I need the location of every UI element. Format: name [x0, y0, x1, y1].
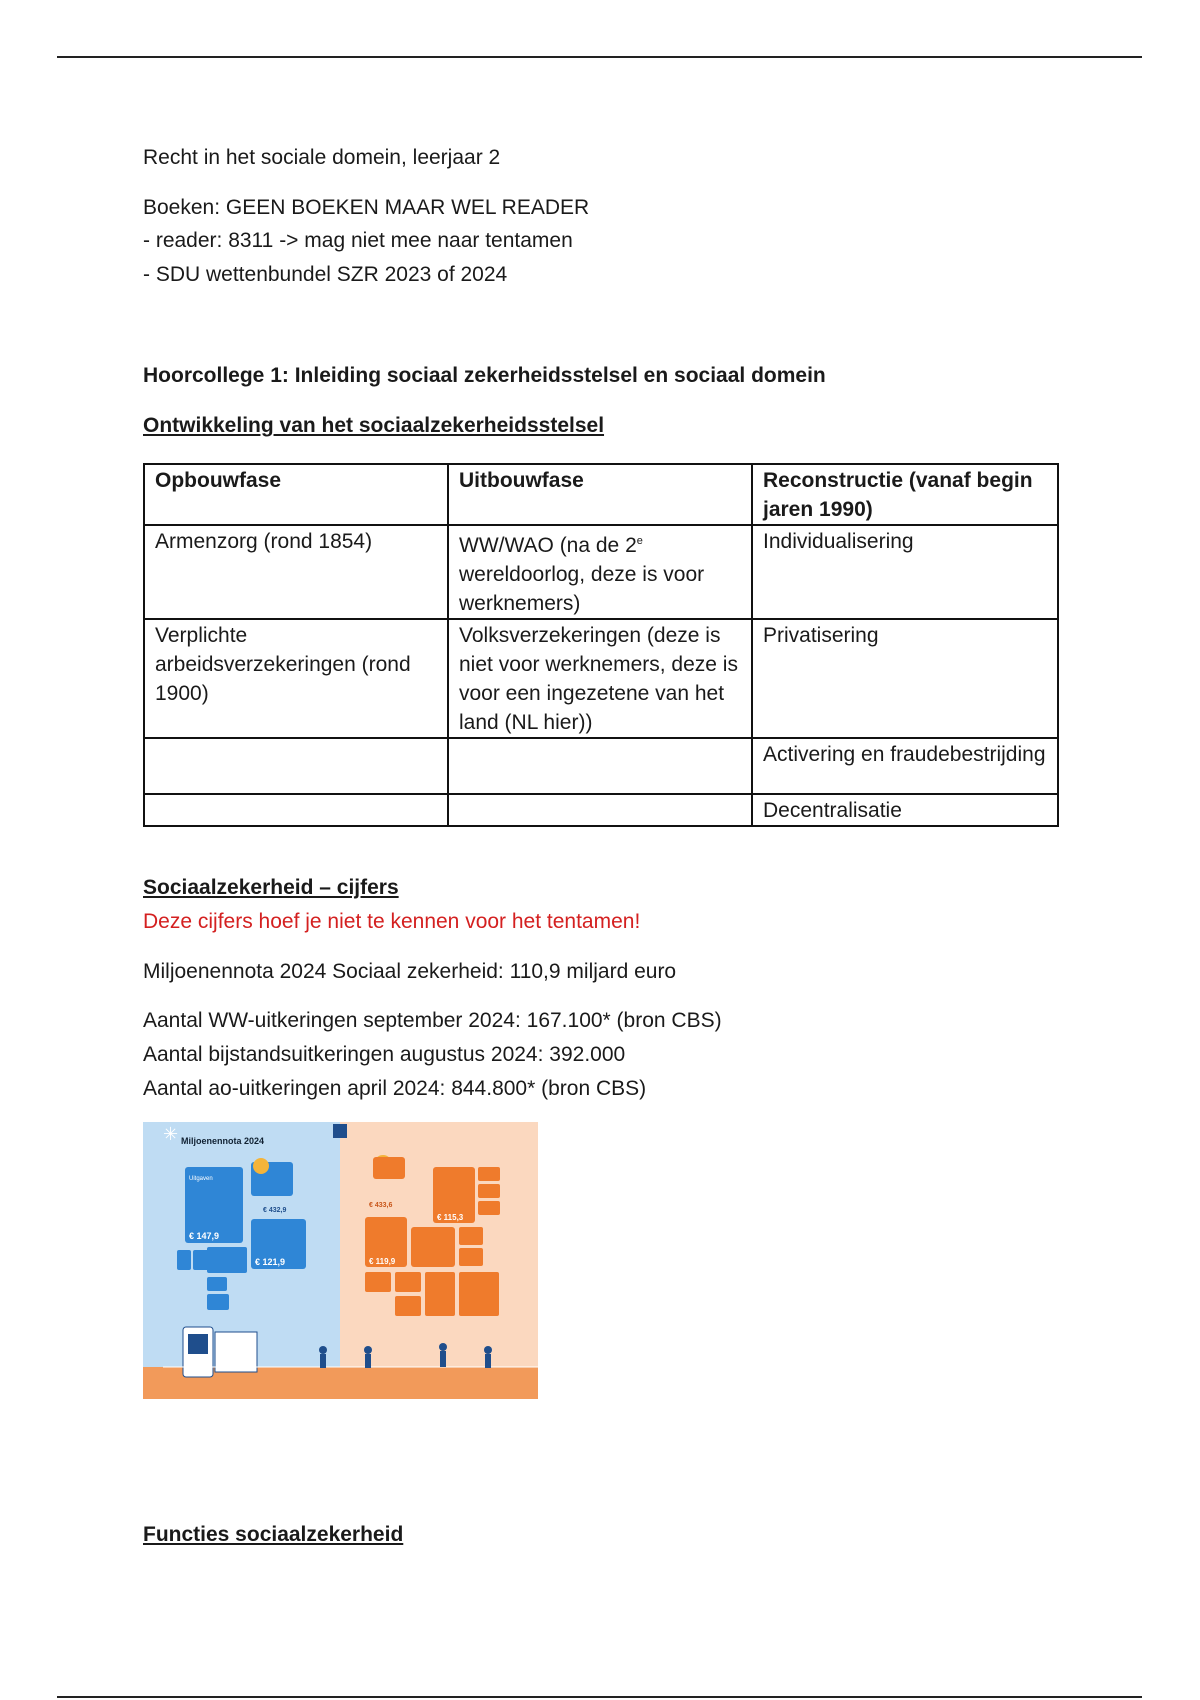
footer-rule: [57, 1696, 1142, 1698]
orange-block: [478, 1201, 500, 1215]
table-row: [144, 525, 1058, 619]
person-icon: [439, 1343, 447, 1351]
cell-text: wereldoorlog, deze is voor werknemers): [459, 563, 705, 615]
orange-block: [478, 1167, 500, 1181]
orange-block: [459, 1248, 483, 1266]
books-item: - reader: 8311 -> mag niet mee naar tentamen: [143, 229, 573, 252]
blue-block: [207, 1247, 247, 1273]
table-cell: Privatisering: [752, 619, 1058, 738]
table-cell: Volksverzekeringen (deze is niet voor werknemers, deze is voor een ingezetene van het land (NL hier)): [448, 619, 752, 738]
orange-block: [478, 1184, 500, 1198]
table-cell: [144, 738, 448, 794]
person-icon: [364, 1346, 372, 1354]
total-value: € 433,6: [369, 1202, 393, 1209]
functions-heading: Functies sociaalzekerheid: [143, 1523, 404, 1546]
table-cell: [448, 525, 752, 619]
infographic-title: Miljoenennota 2024: [181, 1136, 265, 1146]
figures-heading: Sociaalzekerheid – cijfers: [143, 876, 399, 899]
stat-line: Aantal WW-uitkeringen september 2024: 167.100* (bron CBS): [143, 1009, 722, 1032]
column-header: Uitbouwfase: [448, 464, 752, 525]
orange-block: [459, 1227, 483, 1245]
table-cell: Individualisering: [752, 525, 1058, 619]
logo-mark: [333, 1124, 347, 1138]
person-icon: [485, 1354, 491, 1368]
orange-block: [411, 1227, 455, 1267]
table-header-row: [144, 464, 1058, 525]
development-heading: Ontwikkeling van het sociaalzekerheidsstelsel: [143, 414, 605, 437]
table-cell: Decentralisatie: [752, 794, 1058, 826]
superscript: e: [636, 535, 643, 547]
stat-line: Aantal bijstandsuitkeringen augustus 2024: 392.000: [143, 1043, 626, 1066]
header-rule: [57, 56, 1142, 58]
table-row: [144, 619, 1058, 738]
block-value: € 121,9: [255, 1257, 286, 1267]
column-header: Opbouwfase: [144, 464, 448, 525]
orange-block: [395, 1272, 421, 1292]
orange-block: [395, 1296, 421, 1316]
person-icon: [365, 1354, 371, 1368]
sparkle-icon: ✳: [163, 1124, 179, 1144]
budget-line: Miljoenennota 2024 Sociaal zekerheid: 110,9 miljard euro: [143, 960, 677, 983]
blue-block: [207, 1294, 229, 1310]
figures-note: Deze cijfers hoef je niet te kennen voor het tentamen!: [143, 910, 641, 933]
orange-block: [425, 1272, 455, 1316]
block-value: € 115,3: [437, 1213, 464, 1222]
barcode-icon: [215, 1332, 257, 1372]
course-title: Recht in het sociale domein, leerjaar 2: [143, 146, 501, 169]
table-cell: Activering en fraudebestrijding: [752, 738, 1058, 794]
person-icon: [440, 1351, 446, 1367]
person-icon: [319, 1346, 327, 1354]
table-cell: Verplichte arbeidsverzekeringen (rond 1900): [144, 619, 448, 738]
blue-block: [207, 1277, 227, 1291]
table-cell: [448, 738, 752, 794]
books-heading: Boeken: GEEN BOEKEN MAAR WEL READER: [143, 196, 590, 219]
development-table: [143, 463, 1059, 827]
orange-block: [459, 1272, 499, 1316]
orange-block: [365, 1272, 391, 1292]
blue-block: [177, 1250, 191, 1270]
table-row: [144, 738, 1058, 794]
table-cell: [448, 794, 752, 826]
miljoenennota-infographic: [143, 1122, 538, 1399]
stat-line: Aantal ao-uitkeringen april 2024: 844.800* (bron CBS): [143, 1077, 647, 1100]
lecture-title: Hoorcollege 1: Inleiding sociaal zekerheidsstelsel en sociaal domein: [143, 364, 826, 387]
person-icon: [484, 1346, 492, 1354]
block-value: € 119,9: [369, 1257, 396, 1266]
books-item: - SDU wettenbundel SZR 2023 of 2024: [143, 263, 508, 286]
total-value: € 432,9: [263, 1207, 287, 1214]
person-icon: [320, 1354, 326, 1368]
column-header: Reconstructie (vanaf begin jaren 1990): [752, 464, 1058, 525]
table-cell: [144, 794, 448, 826]
qr-code-icon: [188, 1334, 208, 1354]
block-label: Uitgaven: [189, 1176, 213, 1182]
orange-block: [373, 1157, 405, 1179]
table-row: [144, 794, 1058, 826]
cell-text: WW/WAO (na de 2: [459, 534, 637, 557]
block-value: € 147,9: [189, 1231, 220, 1241]
table-cell: Armenzorg (rond 1854): [144, 525, 448, 619]
coin-icon: [253, 1158, 269, 1174]
